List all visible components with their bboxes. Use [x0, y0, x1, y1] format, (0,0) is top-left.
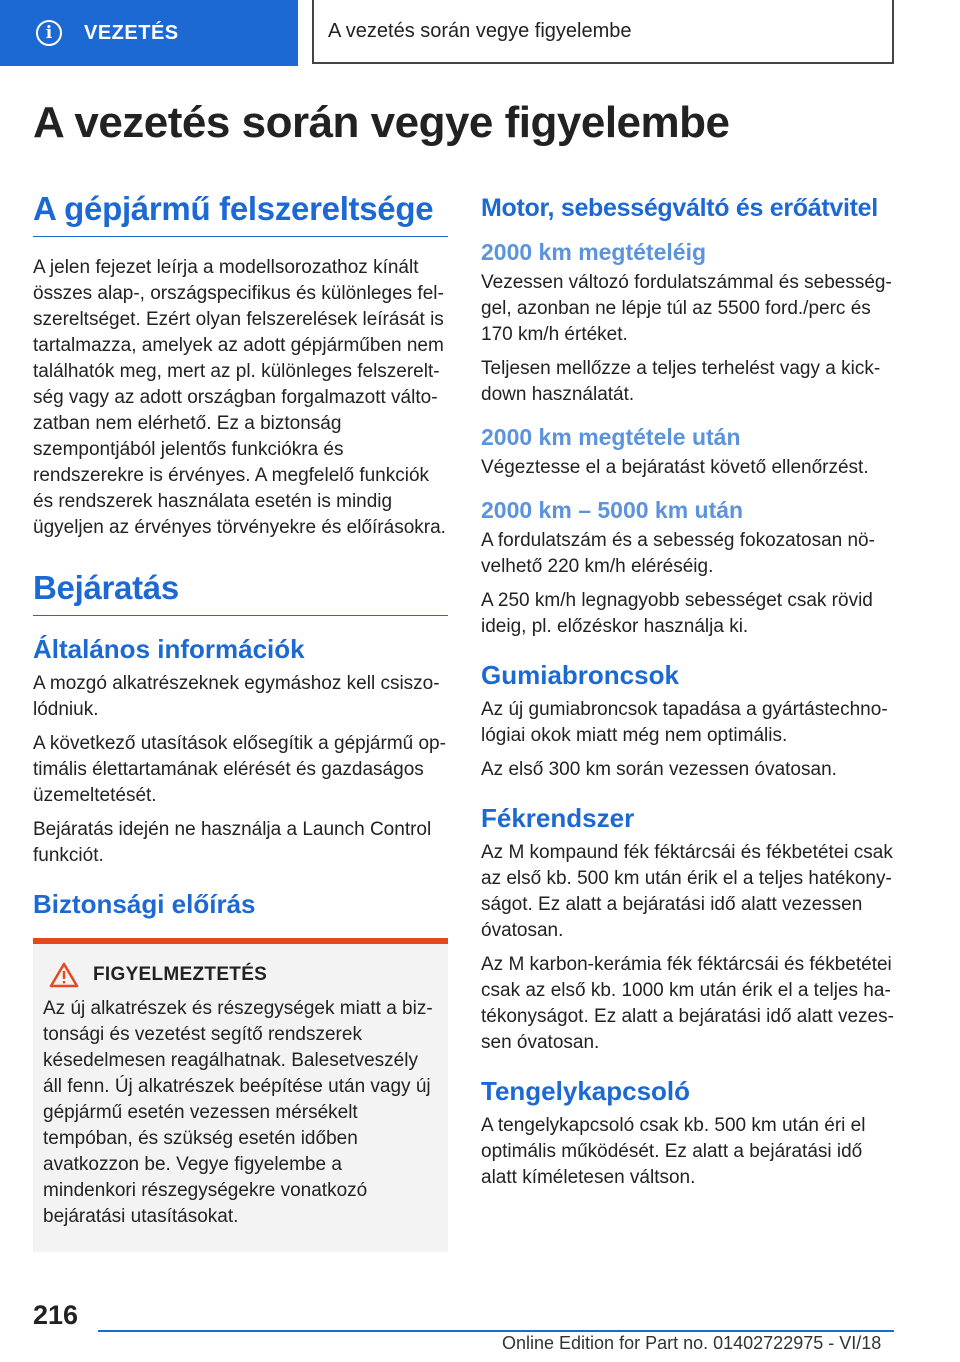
safety-heading: Biztonsági előírás — [33, 889, 256, 919]
right-column — [481, 193, 896, 1199]
after-2000-text: Végeztesse el a bejáratást követő ellenőrzést. — [481, 457, 869, 478]
edition-note: Online Edition for Part no. 01402722975 - VI/18 — [502, 1333, 882, 1353]
breakin-heading: Bejáratás — [33, 569, 448, 616]
footer-rule — [98, 1330, 894, 1332]
range-heading: 2000 km – 5000 km után — [481, 497, 744, 523]
brakes-text-1: Az M kompaund fék féktárcsái és fékbetétei csak az első kb. 500 km után érik el a teljes hatékonyságot. Ez alatt a bejáratási idő alatt vezessen óvatosan. — [481, 842, 893, 941]
page-title: A vezetés során vegye figyelembe — [33, 98, 730, 147]
page-header — [0, 0, 960, 66]
equipment-text: A jelen fejezet leírja a modellsorozathoz kínált összes alap-, országspecifikus és különleges felszereltséget. Ezért olyan felszerelések leírását is tartalmazza, amelyek az adott gépjárműben nem találhatók meg, mert az pl. különleges felszereltség vagy az adott országban forgalmazott változatban nem elérhető. Ez a biztonság szempontjából jelentős funkciókra és rendszerekre is érvényes. A megfelelő funkciók és rendszerek használata esetén is mindig ügyeljen az érvényes törvényekre és előírásokra. — [33, 257, 446, 538]
equipment-heading: A gépjármű felszereltsége — [33, 190, 448, 237]
warning-header — [43, 962, 438, 988]
page-number: 216 — [33, 1300, 79, 1330]
up-to-2000-text-1: Vezessen változó fordulatszámmal és sebességgel, azonban ne lépje túl az 5500 ford./perc és 170 km/h értéket. — [481, 272, 892, 345]
running-title: A vezetés során vegye figyelembe — [312, 0, 894, 64]
brakes-text-2: Az M karbon-kerámia fék féktárcsái és fékbetétei csak az első kb. 1000 km után érik el a teljes hatékonyságot. Ez alatt a bejáratási idő alatt vezessen óvatosan. — [481, 954, 894, 1053]
tires-text-2: Az első 300 km során vezessen óvatosan. — [481, 759, 837, 780]
warning-triangle-icon — [49, 962, 79, 988]
general-text-3: Bejáratás idején ne használja a Launch Control funkciót. — [33, 819, 432, 866]
section-label: VEZETÉS — [84, 21, 179, 44]
brakes-heading: Fékrendszer — [481, 803, 635, 833]
warning-text: Az új alkatrészek és részegységek miatt a biztonsági és vezetést segítő rendszerek késedelmesen reagálhatnak. Balesetveszély áll fenn. Új alkatrészek beépítése után vagy új gépjármű esetén vezessen mérsékelt tempóban, és szükség esetén időben avatkozzon be. Vegye figyelembe a mindenkori részegységekre vonatkozó bejáratási utasításokat. — [43, 998, 433, 1227]
after-2000-heading: 2000 km megtétele után — [481, 424, 741, 450]
up-to-2000-text-2: Teljesen mellőzze a teljes terhelést vagy a kickdown használatát. — [481, 358, 881, 405]
tires-text-1: Az új gumiabroncsok tapadása a gyártástechnológiai okok miatt még nem optimális. — [481, 699, 888, 746]
left-column — [33, 190, 448, 1252]
general-text-1: A mozgó alkatrészeknek egymáshoz kell csiszolódniuk. — [33, 673, 440, 720]
warning-box — [33, 938, 448, 1252]
engine-heading: Motor, sebességváltó és erőátvitel — [481, 194, 878, 222]
range-text-2: A 250 km/h legnagyobb sebességet csak rövid ideig, pl. előzéskor használja ki. — [481, 590, 873, 637]
section-tab — [0, 0, 298, 66]
clutch-heading: Tengelykapcsoló — [481, 1076, 691, 1106]
up-to-2000-heading: 2000 km megtételéig — [481, 239, 707, 265]
clutch-text: A tengelykapcsoló csak kb. 500 km után éri el optimális működését. Ez alatt a bejáratási idő alatt kíméletesen váltson. — [481, 1115, 866, 1188]
tires-heading: Gumiabroncsok — [481, 660, 679, 690]
info-icon: i — [36, 20, 62, 46]
warning-title: FIGYELMEZTETÉS — [93, 964, 268, 985]
general-text-2: A következő utasítások elősegítik a gépjármű optimális élettartamának elérését és gazdaságos üzemeltetését. — [33, 733, 446, 806]
range-text-1: A fordulatszám és a sebesség fokozatosan növelhető 220 km/h eléréséig. — [481, 530, 875, 577]
general-info-heading: Általános információk — [33, 634, 305, 664]
